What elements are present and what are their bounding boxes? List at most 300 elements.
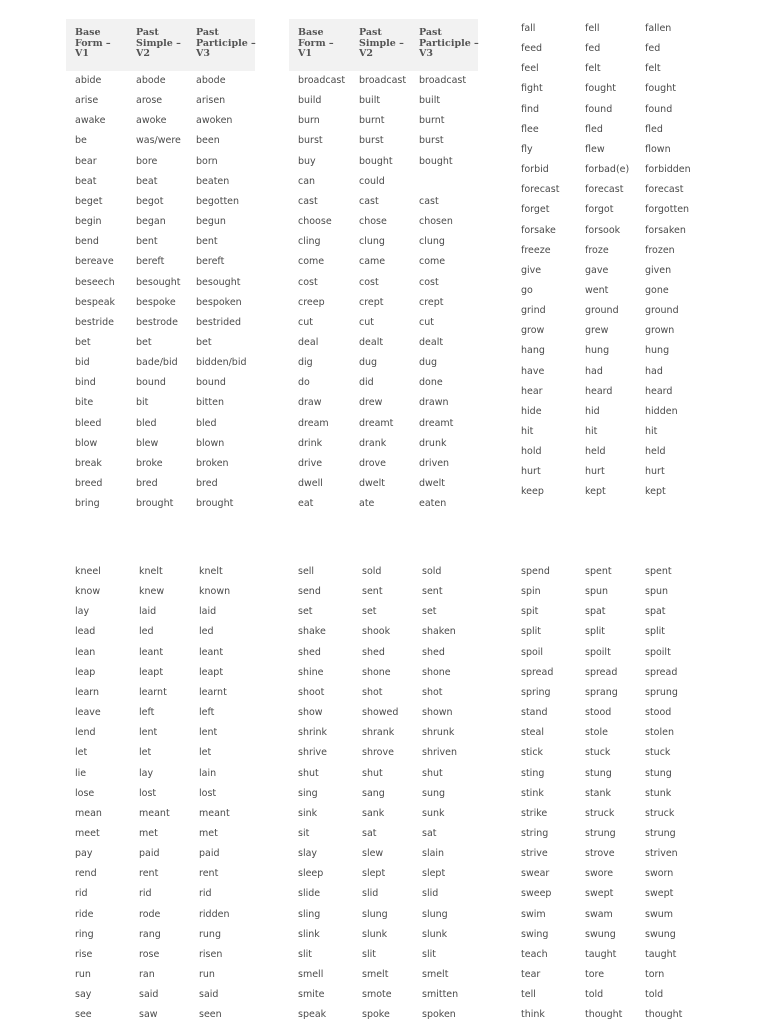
past-participle-cell: held xyxy=(645,446,666,457)
past-participle-cell: lent xyxy=(199,727,218,738)
base-form-cell: sleep xyxy=(298,868,324,879)
past-participle-cell: forsaken xyxy=(645,225,686,236)
past-participle-cell: bestrided xyxy=(196,317,241,328)
base-form-cell: shrink xyxy=(298,727,328,738)
past-participle-cell: slept xyxy=(422,868,446,879)
past-simple-cell: learnt xyxy=(139,687,167,698)
past-participle-cell: rent xyxy=(199,868,219,879)
base-form-cell: do xyxy=(298,377,310,388)
table-row xyxy=(66,195,255,215)
base-form-cell: bespeak xyxy=(75,297,116,308)
past-participle-cell: sold xyxy=(422,566,442,577)
past-participle-cell: bespoken xyxy=(196,297,242,308)
past-simple-cell: led xyxy=(139,626,154,637)
base-form-cell: lead xyxy=(75,626,96,637)
table-row xyxy=(66,686,255,706)
base-form-cell: beat xyxy=(75,176,97,187)
base-form-cell: freeze xyxy=(521,245,551,256)
past-simple-cell: slit xyxy=(362,949,376,960)
base-form-cell: set xyxy=(298,606,313,617)
past-participle-cell: fled xyxy=(645,124,663,135)
past-participle-cell: bidden/bid xyxy=(196,357,247,368)
base-form-cell: feed xyxy=(521,43,543,54)
base-form-cell: find xyxy=(521,104,540,115)
table-row xyxy=(512,425,701,445)
past-participle-cell: spread xyxy=(645,667,678,678)
past-simple-cell: grew xyxy=(585,325,609,336)
past-participle-cell: hung xyxy=(645,345,670,356)
base-form-cell: forbid xyxy=(521,164,549,175)
base-form-cell: cost xyxy=(298,277,318,288)
table-header xyxy=(66,19,255,71)
base-form-cell: sell xyxy=(298,566,315,577)
table-row xyxy=(512,767,701,787)
base-form-cell: spread xyxy=(521,667,554,678)
past-participle-cell: met xyxy=(199,828,218,839)
base-form-cell: hold xyxy=(521,446,542,457)
past-simple-cell: dwelt xyxy=(359,478,386,489)
base-form-cell: learn xyxy=(75,687,100,698)
past-participle-cell: hidden xyxy=(645,406,678,417)
base-form-cell: grind xyxy=(521,305,546,316)
past-participle-cell: grown xyxy=(645,325,675,336)
past-participle-cell: left xyxy=(199,707,215,718)
past-simple-cell: hit xyxy=(585,426,598,437)
table-row xyxy=(512,867,701,887)
past-participle-cell: flown xyxy=(645,144,671,155)
base-form-cell: swear xyxy=(521,868,550,879)
table-row xyxy=(289,356,478,376)
base-form-cell: breed xyxy=(75,478,103,489)
base-form-cell: dig xyxy=(298,357,313,368)
past-simple-cell: hurt xyxy=(585,466,605,477)
base-form-cell: shut xyxy=(298,768,319,779)
past-participle-cell: broadcast xyxy=(419,75,467,86)
past-simple-cell: rose xyxy=(139,949,160,960)
past-participle-cell: clung xyxy=(419,236,445,247)
table-row xyxy=(289,807,478,827)
past-simple-cell: left xyxy=(139,707,155,718)
past-simple-cell: began xyxy=(136,216,166,227)
past-simple-cell: fed xyxy=(585,43,601,54)
past-simple-cell: heard xyxy=(585,386,613,397)
past-simple-cell: cut xyxy=(359,317,374,328)
base-form-cell: shed xyxy=(298,647,321,658)
past-simple-cell: bred xyxy=(136,478,158,489)
base-form-cell: beget xyxy=(75,196,103,207)
table-row xyxy=(289,94,478,114)
past-participle-cell: begotten xyxy=(196,196,240,207)
table-row xyxy=(512,62,701,82)
past-simple-cell: leapt xyxy=(139,667,164,678)
past-simple-cell: shot xyxy=(362,687,383,698)
past-simple-cell: came xyxy=(359,256,386,267)
base-form-cell: bestride xyxy=(75,317,114,328)
past-simple-cell: smelt xyxy=(362,969,389,980)
base-form-cell: rend xyxy=(75,868,97,879)
base-form-cell: tell xyxy=(521,989,536,1000)
past-participle-cell: drawn xyxy=(419,397,449,408)
table-row xyxy=(289,565,478,585)
base-form-cell: stand xyxy=(521,707,548,718)
base-form-cell: slay xyxy=(298,848,318,859)
past-participle-cell: sunk xyxy=(422,808,445,819)
base-form-cell: spit xyxy=(521,606,539,617)
past-participle-cell: hurt xyxy=(645,466,665,477)
base-form-cell: speak xyxy=(298,1009,327,1020)
past-simple-cell: went xyxy=(585,285,609,296)
table-row xyxy=(512,344,701,364)
table-row xyxy=(289,767,478,787)
past-simple-cell: spent xyxy=(585,566,612,577)
past-participle-cell: rung xyxy=(199,929,221,940)
past-participle-cell: fought xyxy=(645,83,676,94)
past-simple-cell: slung xyxy=(362,909,388,920)
table-row xyxy=(66,457,255,477)
table-row xyxy=(66,497,255,517)
base-form-cell: ride xyxy=(75,909,94,920)
table-row xyxy=(66,175,255,195)
past-simple-cell: cost xyxy=(359,277,379,288)
past-simple-cell: slew xyxy=(362,848,384,859)
past-participle-cell: blown xyxy=(196,438,225,449)
table-row xyxy=(512,928,701,948)
base-form-cell: cut xyxy=(298,317,313,328)
past-simple-cell: showed xyxy=(362,707,399,718)
table-row xyxy=(66,908,255,928)
past-participle-cell: shriven xyxy=(422,747,458,758)
table-row xyxy=(289,686,478,706)
base-form-cell: shine xyxy=(298,667,324,678)
base-form-cell: fight xyxy=(521,83,543,94)
table-row xyxy=(289,74,478,94)
past-participle-cell: bitten xyxy=(196,397,224,408)
base-form-cell: break xyxy=(75,458,102,469)
table-row xyxy=(512,264,701,284)
base-form-cell: have xyxy=(521,366,545,377)
table-row xyxy=(289,625,478,645)
base-form-cell: bid xyxy=(75,357,90,368)
table-row xyxy=(289,134,478,154)
past-participle-cell: meant xyxy=(199,808,230,819)
past-participle-cell: shown xyxy=(422,707,453,718)
past-simple-cell: knew xyxy=(139,586,165,597)
table-row xyxy=(289,585,478,605)
past-simple-cell: slept xyxy=(362,868,386,879)
past-simple-cell: drank xyxy=(359,438,387,449)
base-form-cell: strive xyxy=(521,848,548,859)
base-form-cell: bite xyxy=(75,397,94,408)
table-row xyxy=(512,686,701,706)
past-simple-cell: stole xyxy=(585,727,608,738)
past-participle-cell: laid xyxy=(199,606,217,617)
table-row xyxy=(512,948,701,968)
table-row xyxy=(512,746,701,766)
past-participle-cell: cast xyxy=(419,196,439,207)
table-row xyxy=(512,646,701,666)
past-participle-cell: forgotten xyxy=(645,204,690,215)
base-form-cell: go xyxy=(521,285,533,296)
table-row xyxy=(66,114,255,134)
table-row xyxy=(512,605,701,625)
past-simple-cell: struck xyxy=(585,808,615,819)
past-simple-cell: bespoke xyxy=(136,297,176,308)
table-row xyxy=(66,887,255,907)
table-row xyxy=(66,376,255,396)
past-participle-cell: smitten xyxy=(422,989,459,1000)
past-simple-cell: thought xyxy=(585,1009,623,1020)
past-simple-cell: ran xyxy=(139,969,155,980)
base-form-cell: hear xyxy=(521,386,543,397)
past-simple-cell: bought xyxy=(359,156,393,167)
table-row xyxy=(66,235,255,255)
table-row xyxy=(66,988,255,1008)
table-header xyxy=(289,19,478,71)
past-participle-cell: stood xyxy=(645,707,672,718)
past-simple-cell: bade/bid xyxy=(136,357,178,368)
table-row xyxy=(66,255,255,275)
base-form-cell: send xyxy=(298,586,321,597)
past-participle-cell: felt xyxy=(645,63,661,74)
past-simple-cell: forecast xyxy=(585,184,624,195)
past-simple-cell: was/were xyxy=(136,135,181,146)
past-simple-cell: kept xyxy=(585,486,606,497)
header-past-participle: Past Participle – V3 xyxy=(419,27,479,59)
past-simple-cell: swore xyxy=(585,868,614,879)
table-row xyxy=(289,235,478,255)
base-form-cell: sing xyxy=(298,788,318,799)
past-participle-cell: spat xyxy=(645,606,666,617)
base-form-cell: cling xyxy=(298,236,321,247)
past-simple-cell: bent xyxy=(136,236,158,247)
past-participle-cell: shaken xyxy=(422,626,456,637)
table-row xyxy=(512,304,701,324)
past-simple-cell: shone xyxy=(362,667,391,678)
past-simple-cell: taught xyxy=(585,949,617,960)
base-form-cell: steal xyxy=(521,727,544,738)
past-participle-cell: slung xyxy=(422,909,448,920)
past-participle-cell: slit xyxy=(422,949,436,960)
table-row xyxy=(289,276,478,296)
past-simple-cell: set xyxy=(362,606,377,617)
base-form-cell: swim xyxy=(521,909,546,920)
base-form-cell: grow xyxy=(521,325,545,336)
past-simple-cell: drew xyxy=(359,397,383,408)
past-participle-cell: led xyxy=(199,626,214,637)
table-row xyxy=(289,215,478,235)
past-participle-cell: shrunk xyxy=(422,727,455,738)
base-form-cell: arise xyxy=(75,95,99,106)
base-form-cell: sling xyxy=(298,909,321,920)
table-row xyxy=(512,445,701,465)
table-row xyxy=(289,396,478,416)
past-participle-cell: seen xyxy=(199,1009,222,1020)
past-participle-cell: brought xyxy=(196,498,234,509)
table-row xyxy=(289,497,478,517)
table-row xyxy=(512,565,701,585)
past-simple-cell: cast xyxy=(359,196,379,207)
table-row xyxy=(66,296,255,316)
header-base-form: Base Form – V1 xyxy=(298,27,334,59)
base-form-cell: bleed xyxy=(75,418,102,429)
past-simple-cell: found xyxy=(585,104,613,115)
past-simple-cell: spun xyxy=(585,586,609,597)
past-participle-cell: sent xyxy=(422,586,443,597)
past-participle-cell: said xyxy=(199,989,219,1000)
past-simple-cell: swept xyxy=(585,888,614,899)
base-form-cell: stink xyxy=(521,788,544,799)
table-row xyxy=(289,417,478,437)
table-row xyxy=(66,968,255,988)
table-row xyxy=(289,867,478,887)
past-participle-cell: swum xyxy=(645,909,673,920)
table-row xyxy=(512,807,701,827)
base-form-cell: kneel xyxy=(75,566,101,577)
past-participle-cell: hit xyxy=(645,426,658,437)
past-participle-cell: run xyxy=(199,969,215,980)
past-participle-cell: heard xyxy=(645,386,673,397)
table-row xyxy=(66,565,255,585)
table-row xyxy=(66,625,255,645)
table-row xyxy=(66,867,255,887)
past-simple-cell: burst xyxy=(359,135,384,146)
past-participle-cell: kept xyxy=(645,486,666,497)
base-form-cell: dream xyxy=(298,418,329,429)
base-form-cell: forsake xyxy=(521,225,556,236)
base-form-cell: begin xyxy=(75,216,102,227)
base-form-cell: meet xyxy=(75,828,100,839)
table-row xyxy=(66,316,255,336)
table-row xyxy=(512,22,701,42)
past-participle-cell: striven xyxy=(645,848,678,859)
past-participle-cell: stolen xyxy=(645,727,674,738)
base-form-cell: bring xyxy=(75,498,100,509)
table-row xyxy=(289,437,478,457)
past-participle-cell: paid xyxy=(199,848,220,859)
table-row xyxy=(66,787,255,807)
base-form-cell: rid xyxy=(75,888,88,899)
table-row xyxy=(289,827,478,847)
past-simple-cell: dealt xyxy=(359,337,384,348)
past-participle-cell: knelt xyxy=(199,566,223,577)
past-participle-cell: forbidden xyxy=(645,164,691,175)
past-participle-cell: bought xyxy=(419,156,453,167)
table-row xyxy=(512,203,701,223)
table-row xyxy=(66,585,255,605)
past-participle-cell: stung xyxy=(645,768,672,779)
past-simple-cell: broke xyxy=(136,458,163,469)
base-form-cell: deal xyxy=(298,337,319,348)
table-row xyxy=(66,134,255,154)
past-simple-cell: ate xyxy=(359,498,375,509)
past-participle-cell: had xyxy=(645,366,663,377)
table-row xyxy=(289,457,478,477)
past-simple-cell: shut xyxy=(362,768,383,779)
base-form-cell: shoot xyxy=(298,687,325,698)
table-row xyxy=(512,324,701,344)
past-participle-cell: known xyxy=(199,586,231,597)
base-form-cell: string xyxy=(521,828,549,839)
past-simple-cell: laid xyxy=(139,606,157,617)
header-past-simple: Past Simple – V2 xyxy=(136,27,181,59)
table-row xyxy=(289,376,478,396)
table-row xyxy=(512,284,701,304)
base-form-cell: bereave xyxy=(75,256,114,267)
base-form-cell: sting xyxy=(521,768,545,779)
past-simple-cell: besought xyxy=(136,277,181,288)
base-form-cell: hit xyxy=(521,426,534,437)
past-participle-cell: bet xyxy=(196,337,212,348)
table-row xyxy=(512,1008,701,1028)
base-form-cell: ring xyxy=(75,929,94,940)
base-form-cell: lose xyxy=(75,788,95,799)
table-row xyxy=(66,155,255,175)
base-form-cell: bet xyxy=(75,337,91,348)
table-row xyxy=(512,787,701,807)
past-participle-cell: beaten xyxy=(196,176,230,187)
past-participle-cell: swept xyxy=(645,888,674,899)
table-row xyxy=(66,477,255,497)
past-simple-cell: met xyxy=(139,828,158,839)
past-participle-cell: sprung xyxy=(645,687,678,698)
table-row xyxy=(66,1008,255,1028)
past-participle-cell: come xyxy=(419,256,446,267)
base-form-cell: leap xyxy=(75,667,96,678)
past-participle-cell: shut xyxy=(422,768,443,779)
base-form-cell: give xyxy=(521,265,542,276)
past-simple-cell: drove xyxy=(359,458,387,469)
header-base-form: Base Form – V1 xyxy=(75,27,111,59)
past-participle-cell: rid xyxy=(199,888,212,899)
past-simple-cell: forbad(e) xyxy=(585,164,630,175)
table-row xyxy=(289,155,478,175)
past-simple-cell: rid xyxy=(139,888,152,899)
table-row xyxy=(512,163,701,183)
table-row xyxy=(66,847,255,867)
table-row xyxy=(512,224,701,244)
table-row xyxy=(289,746,478,766)
past-participle-cell: spoken xyxy=(422,1009,456,1020)
past-simple-cell: beat xyxy=(136,176,158,187)
table-row xyxy=(289,336,478,356)
past-participle-cell: given xyxy=(645,265,672,276)
table-row xyxy=(289,114,478,134)
past-simple-cell: shrove xyxy=(362,747,394,758)
past-simple-cell: clung xyxy=(359,236,385,247)
past-simple-cell: forsook xyxy=(585,225,621,236)
past-simple-cell: sang xyxy=(362,788,385,799)
past-simple-cell: forgot xyxy=(585,204,614,215)
past-participle-cell: bred xyxy=(196,478,218,489)
base-form-cell: sweep xyxy=(521,888,552,899)
past-participle-cell: taught xyxy=(645,949,677,960)
past-simple-cell: lay xyxy=(139,768,154,779)
past-simple-cell: bit xyxy=(136,397,149,408)
table-row xyxy=(66,746,255,766)
past-participle-cell: slunk xyxy=(422,929,448,940)
past-simple-cell: rode xyxy=(139,909,161,920)
table-row xyxy=(512,82,701,102)
past-simple-cell: begot xyxy=(136,196,164,207)
past-participle-cell: lost xyxy=(199,788,217,799)
past-simple-cell: sat xyxy=(362,828,377,839)
past-simple-cell: fell xyxy=(585,23,600,34)
table-row xyxy=(289,175,478,195)
past-participle-cell: dealt xyxy=(419,337,444,348)
base-form-cell: keep xyxy=(521,486,544,497)
table-row xyxy=(66,276,255,296)
past-participle-cell: bereft xyxy=(196,256,225,267)
